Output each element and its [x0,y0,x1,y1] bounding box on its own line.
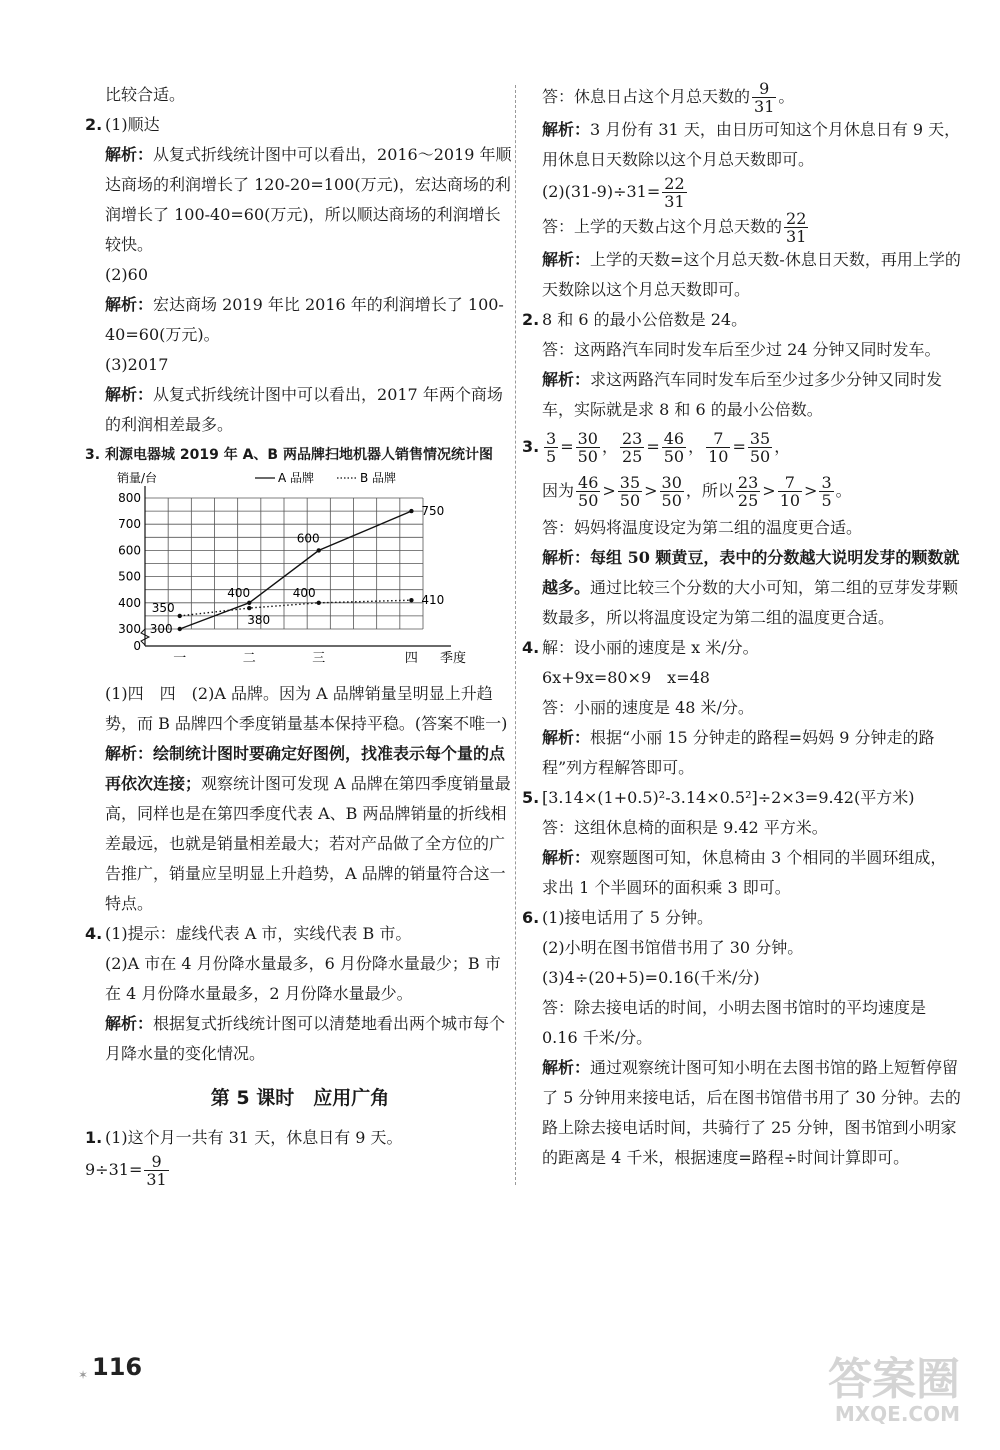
answer: 答：除去接电话的时间，小明去图书馆时的平均速度是 0.16 千米/分。 [542,998,927,1047]
data-label-a: 750 [421,504,445,519]
y-tick-label: 800 [118,491,141,505]
fraction [144,1153,168,1188]
question-number: 1. [85,1128,103,1147]
y-axis-label: 销量/台 [117,471,158,485]
question-number: 4. [522,638,540,657]
numerator: 30 [661,473,682,492]
analysis-label: 解析： [105,145,154,164]
numerator: 7 [778,474,802,492]
denominator: 50 [749,447,771,466]
numerator: 3 [821,473,832,492]
operator: > [602,481,616,500]
analysis-label: 解析： [542,1058,591,1077]
analysis-label: 解析： [542,548,591,567]
data-label-a: 400 [227,585,251,600]
fraction [736,474,760,509]
analysis-text: 通过比较三个分数的大小可知，第二组的豆芽发芽颗数最多，所以将温度设定为第二组的温度更合适。 [542,578,959,627]
punctuation: ， [601,437,618,456]
question-number: 5. [522,788,540,807]
data-point-a [409,509,413,513]
question-number: 4. [85,924,103,943]
denominator: 50 [577,447,598,466]
answer: (1)四 四 (2)A 品牌。因为 A 品牌销量呈明显上升趋势，而 B 品牌四个季度销量基本保持平稳。(答案不唯一) [105,684,508,733]
question-number: 2. [85,115,103,134]
right-column [522,79,962,1173]
question-2 [522,305,962,425]
answer: (2)小明在图书馆借书用了 30 分钟。 [542,938,804,957]
text: 因为 [542,481,575,500]
punctuation: 。 [835,481,852,500]
analysis-text: 观察题图可知，休息椅由 3 个相同的半圆环组成，求出 1 个半圆环的面积乘 3 即可。 [542,848,947,897]
numerator: 30 [577,429,598,448]
fraction [778,474,802,509]
denominator: 50 [578,491,599,510]
x-tick-label: 二 [242,651,256,666]
answer: (2)A 市在 4 月份降水量最多，6 月份降水量最少；B 市在 4 月份降水量最多，2 月份降水量最少。 [105,954,501,1003]
y-tick-label: 600 [118,543,141,558]
question-4 [85,919,515,1069]
answer: (1)提示：虚线代表 A 市，实线代表 B 市。 [105,924,412,943]
fraction [618,474,642,509]
answer: (2)60 [105,265,149,284]
denominator: 50 [663,447,685,466]
numerator: 46 [663,429,685,448]
analysis-highlight: 每组 50 颗黄豆，表中的分数越大说明发芽的颗数就越多。 [542,548,960,597]
analysis-text: 宏达商场 2019 年比 2016 年的利润增长了 100-40=60(万元)。 [105,295,504,344]
operator: > [644,481,658,500]
left-column [85,80,515,1188]
chart-title: 利源电器城 2019 年 A、B 两品牌扫地机器人销售情况统计图 [105,447,493,463]
y-tick-label: 700 [118,517,141,532]
denominator: 10 [708,447,729,466]
numerator: 23 [737,473,759,492]
fraction [752,80,776,115]
punctuation: 。 [778,87,795,106]
fraction [662,175,686,210]
question-number: 2. [522,310,540,329]
watermark-url: MXQE.COM [834,1402,960,1426]
equation: 9÷31= [85,1160,143,1179]
section-title: 第 5 课时 应用广角 [210,1087,390,1109]
analysis-label: 解析： [542,848,591,867]
chart-svg [105,464,515,674]
denominator: 10 [779,491,801,510]
answer: 答：妈妈将温度设定为第二组的温度更合适。 [542,518,863,537]
denominator: 31 [664,192,685,211]
analysis-label: 解析： [542,728,591,747]
analysis-label: 解析： [105,385,154,404]
equation: (2)(31-9)÷31= [542,182,661,201]
operator: > [762,481,776,500]
fraction [544,430,558,465]
numerator: 9 [144,1153,168,1171]
answer: 解：设小丽的速度是 x 米/分。 [542,638,759,657]
analysis-text: 根据“小丽 15 分钟走的路程=妈妈 9 分钟走的路程”列方程解答即可。 [542,728,935,777]
star-icon: ✶ [78,1368,89,1382]
analysis-text: 从复式折线统计图中可以看出，2016～2019 年顺达商场的利润增长了 120-20=100(万元)，宏达商场的利润增长了 100-40=60(万元)，所以顺达商场的利润增长较快。 [105,145,512,254]
x-tick-label: 一 [173,651,187,666]
analysis-text: 通过观察统计图可知小明在去图书馆的路上短暂停留了 5 分钟用来接电话，后在图书馆借书用了 30 分钟。去的路上除去接电话时间，共骑行了 25 分钟，图书馆到小明家的距离是 4 千米，根据速度=路程÷时间计算即可。 [542,1058,961,1167]
punctuation: ， [688,437,705,456]
watermark-logo [828,1354,960,1426]
line-chart [105,464,535,679]
text-line: 比较合适。 [105,85,186,104]
question-number: 3. [522,437,540,456]
numerator: 22 [664,174,685,193]
y-tick-label: 400 [118,595,141,610]
analysis-text: 求这两路汽车同时发车后至少过多少分钟又同时发车，实际就是求 8 和 6 的最小公倍数。 [542,370,943,419]
punctuation: ， [774,437,791,456]
data-point-b [178,614,182,618]
numerator: 46 [578,473,599,492]
denominator: 5 [821,491,832,510]
numerator: 22 [786,209,807,228]
numerator: 23 [621,429,643,448]
numerator: 9 [752,80,776,98]
answer: 8 和 6 的最小公倍数是 24。 [542,310,748,329]
question-5 [522,783,962,903]
data-point-b [409,598,413,602]
answer: 答：这两路汽车同时发车后至少过 24 分钟又同时发车。 [542,340,941,359]
data-label-b: 350 [151,600,175,615]
question-3 [522,425,962,633]
denominator: 31 [754,97,775,116]
operator: = [560,437,574,456]
x-axis-label: 季度 [439,651,467,666]
data-label-a: 300 [149,622,173,636]
fraction [576,430,600,465]
data-point-b [247,606,251,610]
analysis-label: 解析： [542,370,591,389]
fraction [620,430,644,465]
y-tick-label: 300 [118,622,141,636]
numerator: 35 [619,473,641,492]
denominator: 31 [146,1170,167,1189]
fraction [819,474,833,509]
page-number: 116 [92,1353,143,1381]
answer: 答：这组休息椅的面积是 9.42 平方米。 [542,818,828,837]
answer: 答：小丽的速度是 48 米/分。 [542,698,754,717]
question-2 [85,110,515,440]
operator: = [646,437,660,456]
equation: 6x+9x=80×9 x=48 [542,668,710,687]
data-label-b: 400 [292,585,316,600]
answer: (3)2017 [105,355,169,374]
data-point-a [247,601,251,605]
fraction [706,430,730,465]
analysis-text: 从复式折线统计图中可以看出，2017 年两个商场的利润相差最多。 [105,385,503,434]
data-point-b [317,601,321,605]
denominator: 50 [661,491,682,510]
fraction [660,474,684,509]
analysis-text: 3 月份有 31 天，由日历可知这个月休息日有 9 天，用休息日天数除以这个月总天数即可。 [542,120,961,169]
data-label-b: 380 [247,613,271,628]
analysis-label: 解析： [105,295,154,314]
data-label-b: 410 [421,593,445,608]
section-question-1 [85,1123,515,1188]
y-tick-label: 500 [118,569,141,584]
analysis-text: 根据复式折线统计图可以清楚地看出两个城市每个月降水量的变化情况。 [105,1014,506,1063]
equation: [3.14×(1+0.5)²-3.14×0.5²]÷2×3=9.42(平方米) [542,788,915,807]
question-3 [85,440,515,919]
y-tick-label: 0 [133,639,141,653]
analysis-label: 解析： [542,120,591,139]
text: ，所以 [685,481,734,500]
numerator: 35 [749,429,771,448]
fraction [576,474,600,509]
x-tick-label: 三 [312,651,326,666]
question-4 [522,633,962,783]
watermark-text: 答案圈 [828,1354,960,1405]
analysis-highlight: 绘制统计图时要确定好图例，找准表示每个量的点再依次连接； [105,744,506,793]
question-number: 3. [85,447,101,463]
answer: 答：休息日占这个月总天数的 [542,87,751,106]
denominator: 5 [546,447,557,466]
question-number: 6. [522,908,540,927]
analysis-label: 解析： [542,250,591,269]
x-tick-label: 四 [404,651,418,666]
denominator: 50 [619,491,641,510]
operator: > [804,481,818,500]
data-label-a: 600 [296,531,320,546]
data-point-a [178,627,182,631]
legend-label-b: B 品牌 [360,471,397,485]
answer: (1)接电话用了 5 分钟。 [542,908,714,927]
fraction [748,430,772,465]
analysis-text: 观察统计图可发现 A 品牌在第四季度销量最高，同样也是在第四季度代表 A、B 两品牌销量的折线相差最远，也就是销量相差最大；若对产品做了全方位的广告推广，销量应呈明显上升趋势，A 品牌的销量符合这一特点。 [105,774,511,913]
answer: (1)这个月一共有 31 天，休息日有 9 天。 [105,1128,403,1147]
analysis-label: 解析： [105,1014,154,1033]
answer: (1)顺达 [105,115,160,134]
legend-label-a: A 品牌 [278,471,315,485]
analysis-text: 上学的天数=这个月总天数-休息日天数，再用上学的天数除以这个月总天数即可。 [542,250,961,299]
operator: = [732,437,746,456]
analysis-label: 解析： [105,744,154,763]
equation: (3)4÷(20+5)=0.16(千米/分) [542,968,760,987]
denominator: 25 [621,447,643,466]
numerator: 7 [706,430,730,448]
fraction [662,430,686,465]
denominator: 25 [737,491,759,510]
data-point-a [317,548,321,552]
answer: 答：上学的天数占这个月总天数的 [542,217,783,236]
fraction [784,210,808,245]
numerator: 3 [546,429,557,448]
denominator: 31 [786,227,807,246]
question-6 [522,903,962,1173]
